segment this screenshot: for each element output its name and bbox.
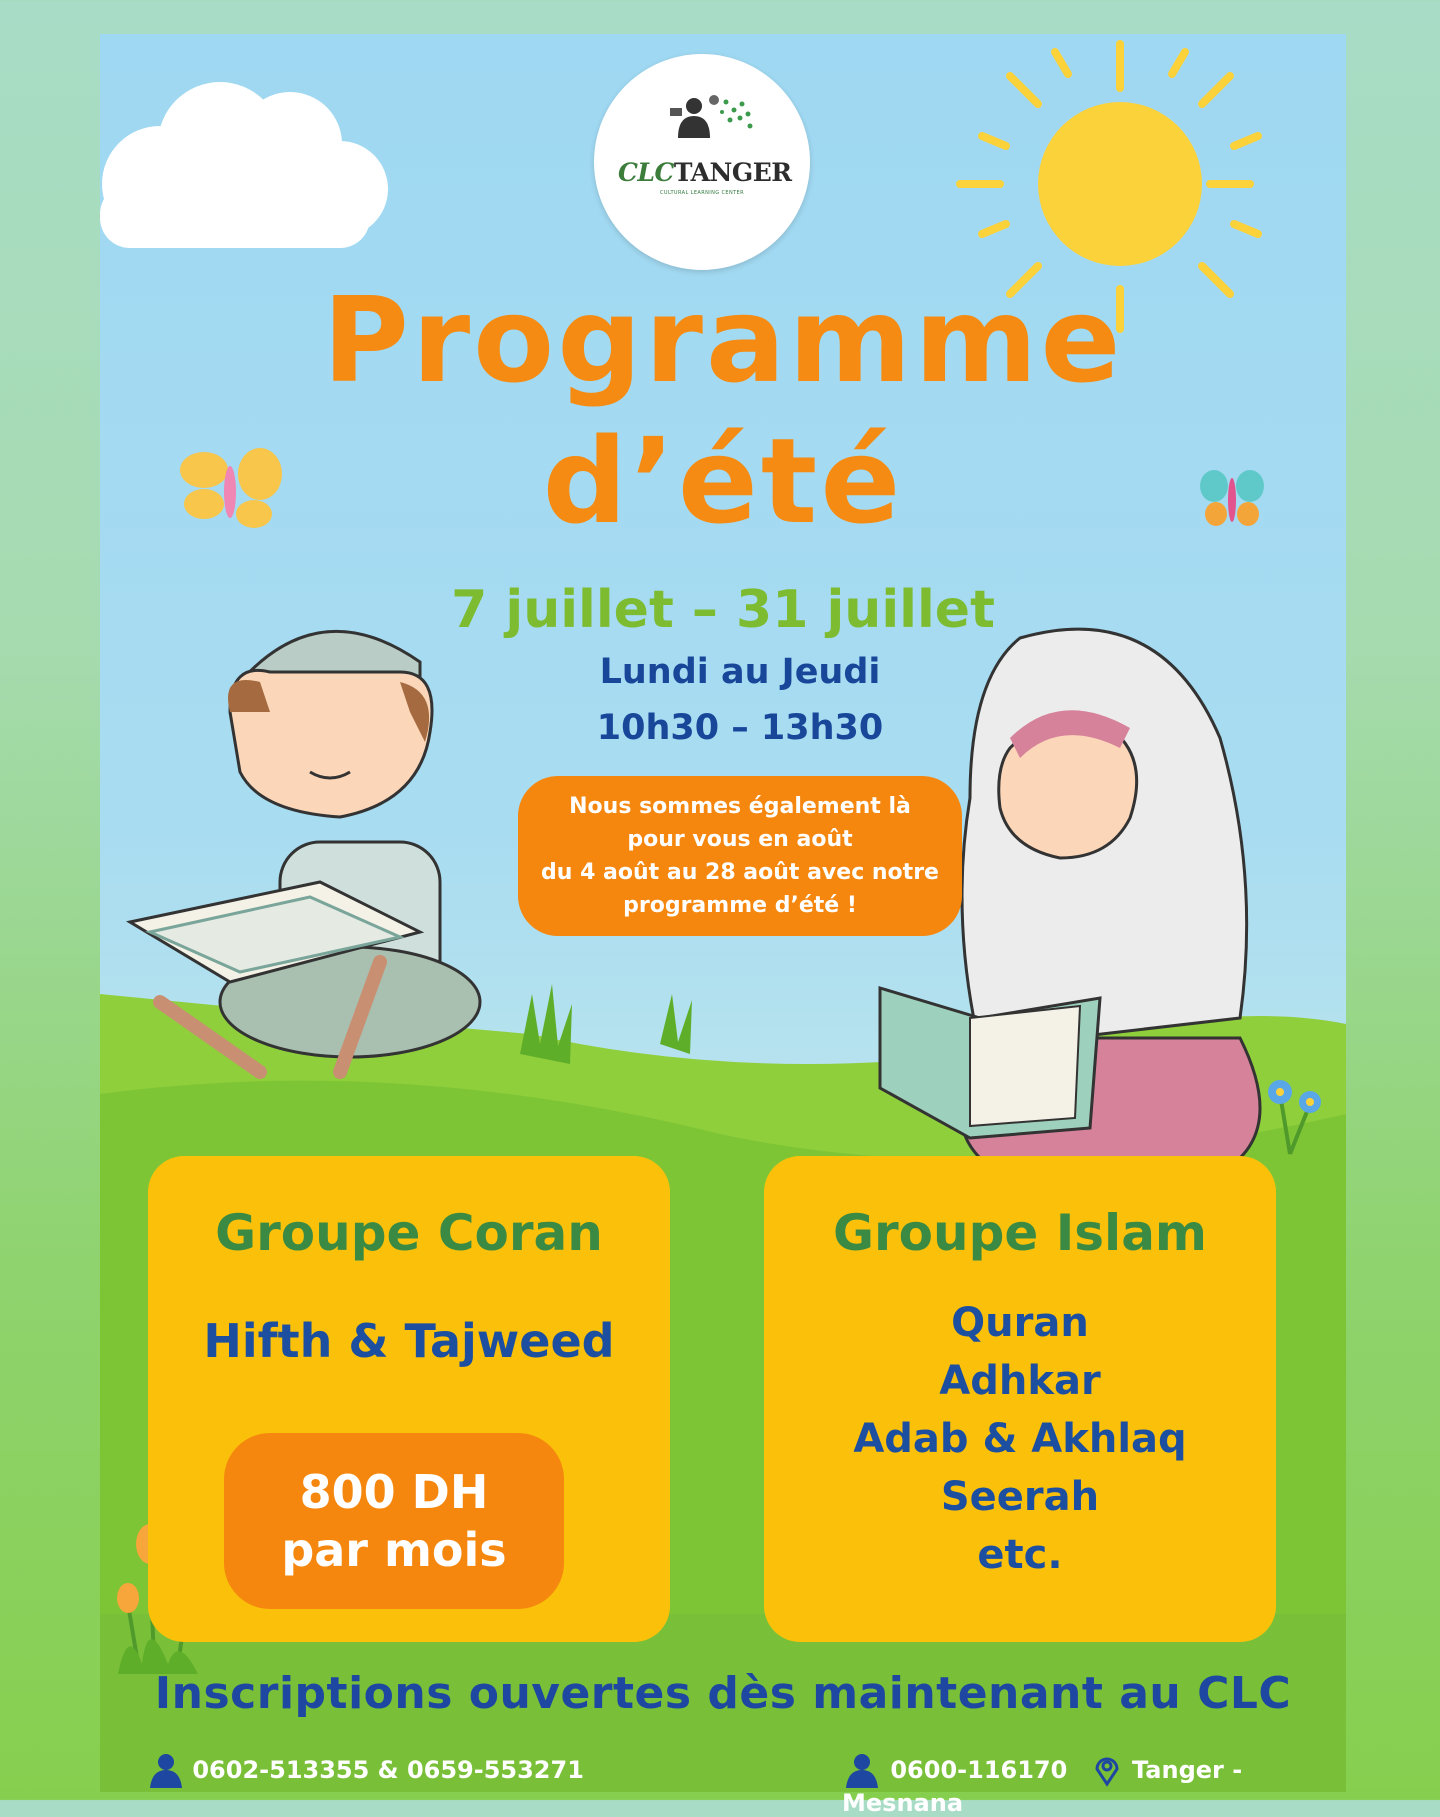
location-pin-icon [1090,1754,1124,1786]
poster [100,34,1346,1817]
topic-item: Adab & Akhlaq [853,1416,1187,1462]
group-islam-card [764,1156,1276,1642]
logo [594,54,810,270]
cloud-icon [100,82,388,248]
group-islam-topics [764,1294,1276,1584]
sun-disc [1038,102,1202,266]
schedule-days: Lundi au Jeudi [599,652,881,692]
topic-item: etc. [977,1532,1063,1578]
person-icon [842,1752,882,1788]
topic-item: Seerah [940,1474,1100,1520]
group-coran-card [148,1156,670,1642]
logo-wordmark [618,158,792,187]
group-islam-title: Groupe Islam [832,1204,1208,1262]
logo-tagline: CULTURAL LEARNING CENTER [660,190,744,196]
group-coran-subtitle: Hifth & Tajweed [203,1314,615,1368]
contact-right [842,1752,1346,1817]
logo-brand-name: TANGER [673,158,792,187]
title-line-2: d’été [542,412,904,550]
boy-reading-illustration [120,602,540,1102]
group-coran-title: Groupe Coran [215,1204,603,1262]
registration-banner: Inscriptions ouvertes dès maintenant au CLC [154,1668,1292,1719]
person-icon [144,1752,184,1788]
phone-number[interactable]: 0600-116170 [890,1756,1068,1784]
price-period: par mois [281,1523,507,1577]
program-dates: 7 juillet – 31 juillet [451,580,995,640]
location-text: Tanger - Mesnana [842,1756,1243,1817]
phone-numbers[interactable]: 0602-513355 & 0659-553271 [192,1756,584,1784]
august-note-badge [518,776,962,936]
topic-item: Quran [951,1300,1089,1346]
schedule-hours: 10h30 – 13h30 [596,708,884,748]
logo-brand-prefix: CLC [618,158,674,187]
price-amount: 800 DH [299,1465,489,1519]
august-note-text: Nous sommes également là pour vous en août du 4 août au 28 août avec notre programme d’été ! [541,794,939,918]
price-badge [224,1433,564,1609]
topic-item: Adhkar [939,1358,1101,1404]
teacher-icon [656,90,756,154]
contact-phones-left [144,1752,584,1788]
title-line-1: Programme [322,271,1124,409]
